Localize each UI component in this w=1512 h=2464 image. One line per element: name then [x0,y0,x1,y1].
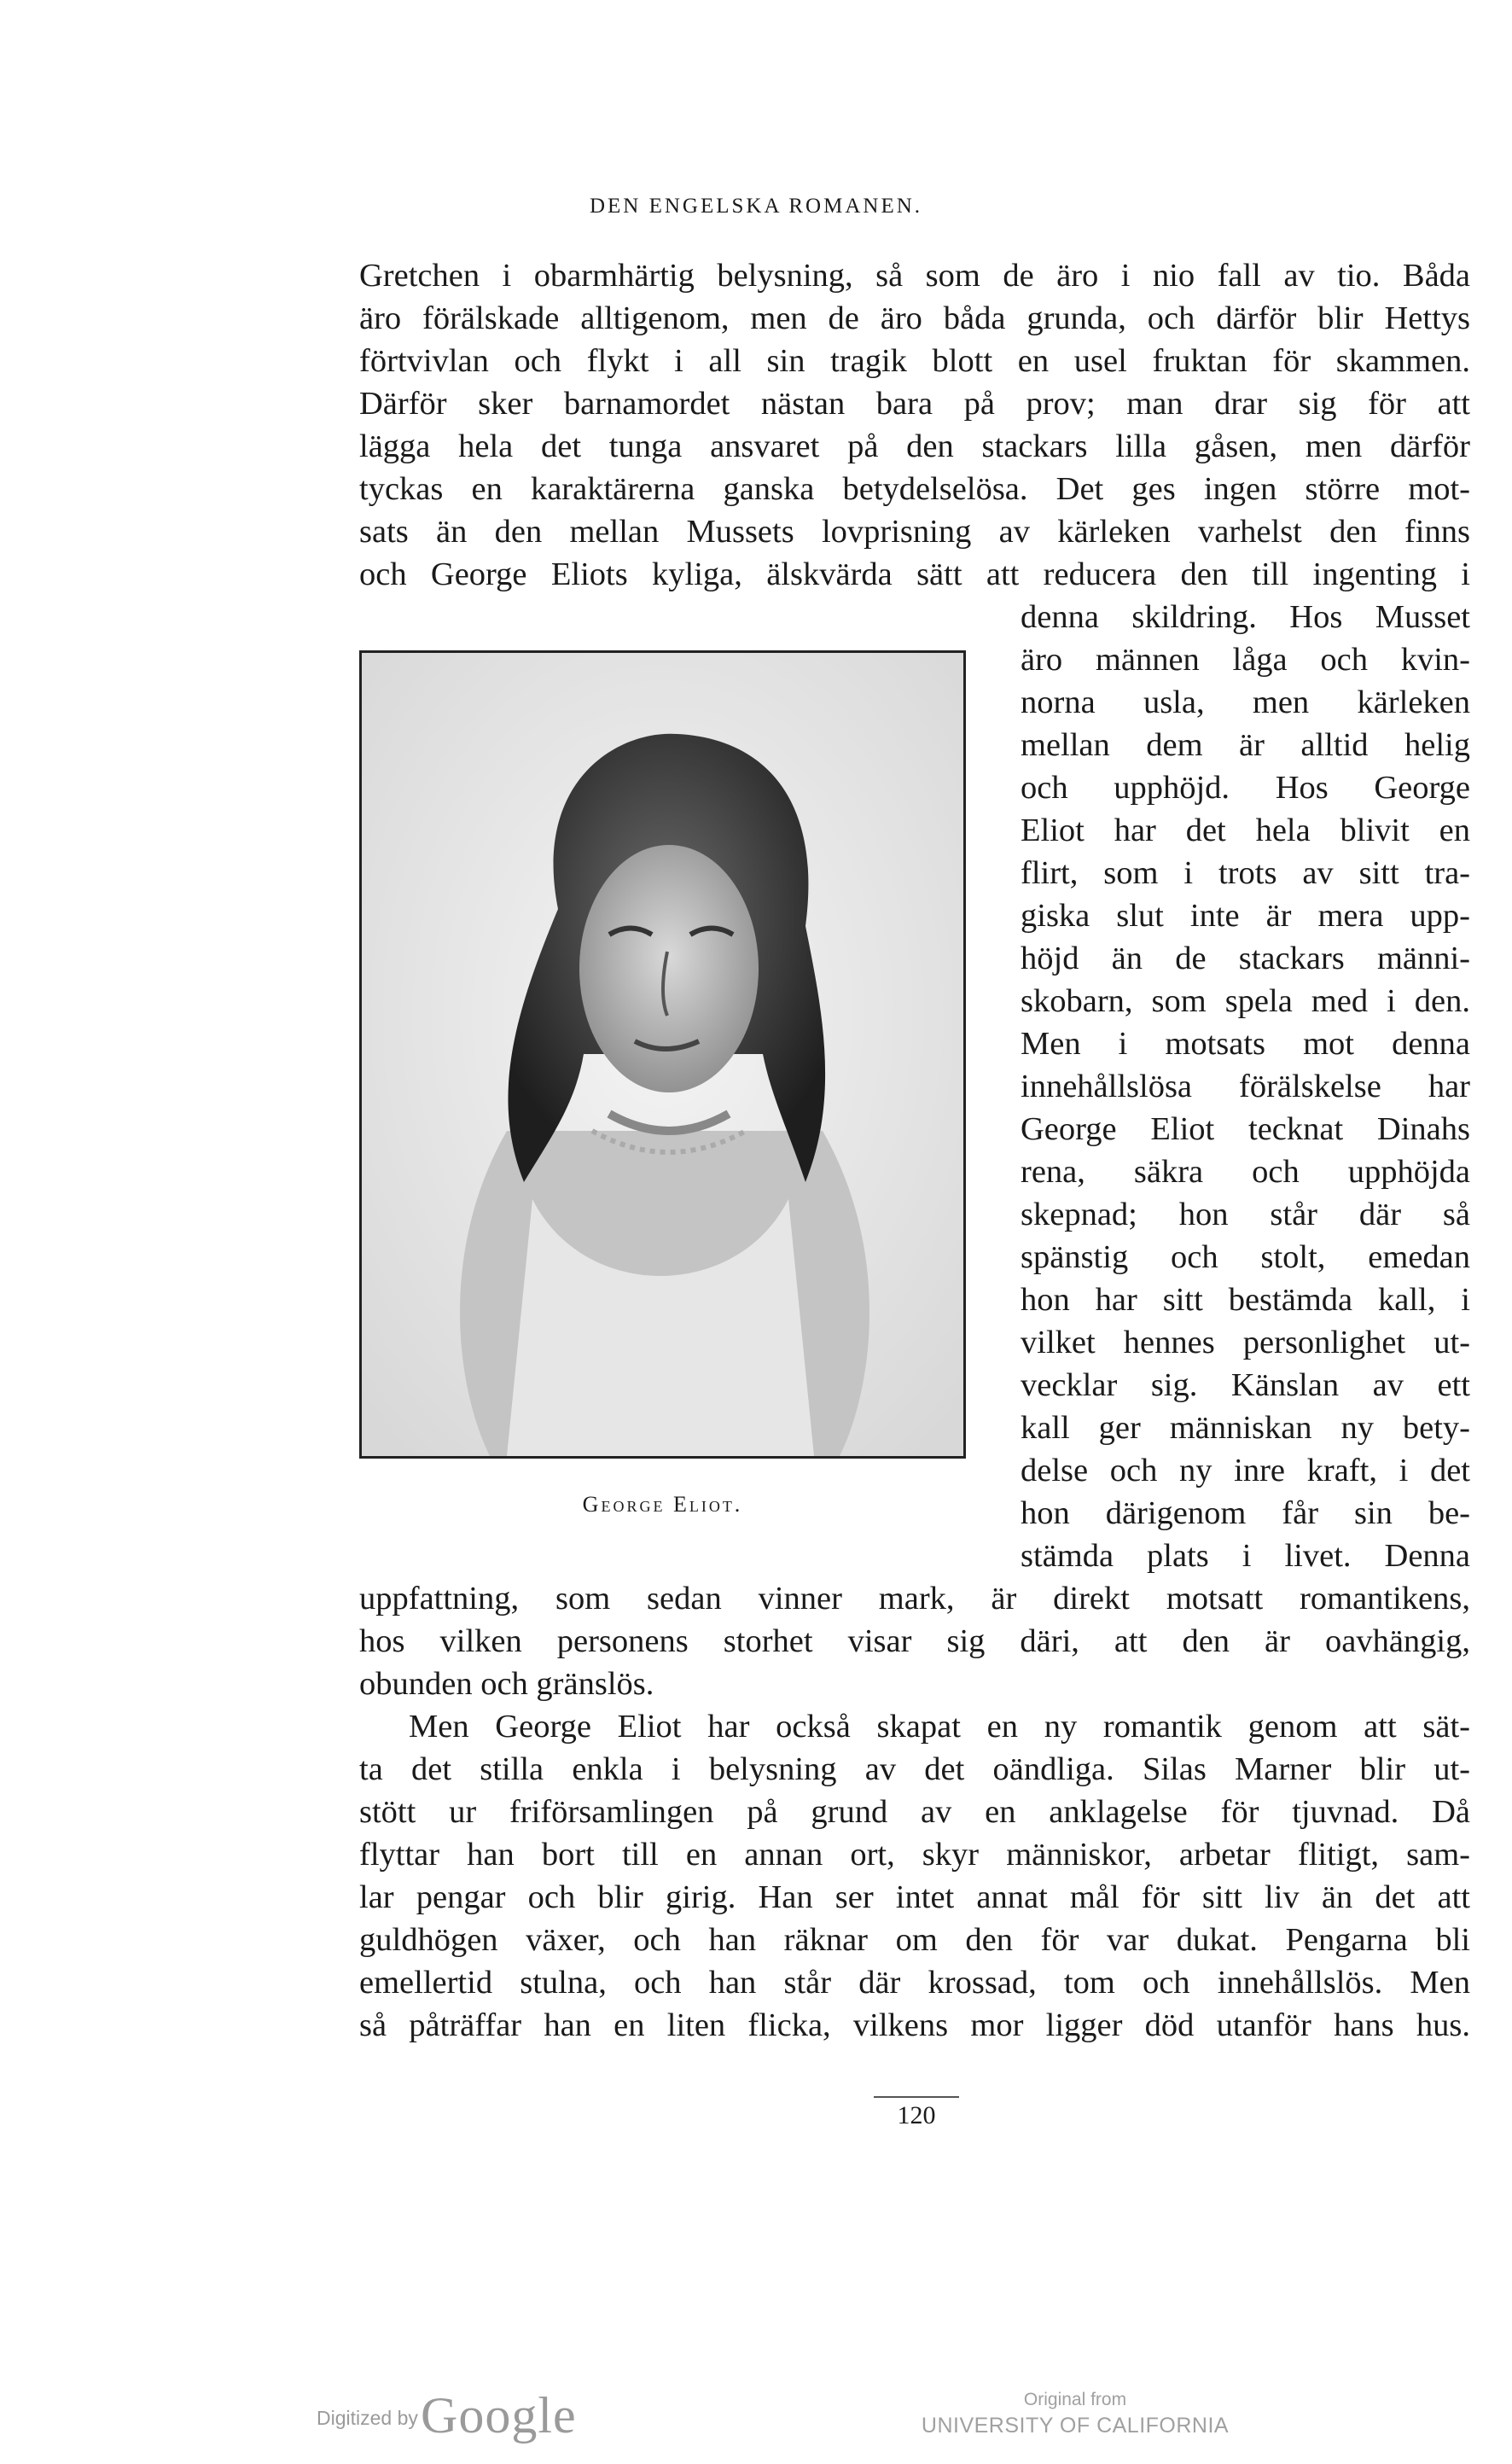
text-line: lägga hela det tunga ansvaret på den stackars lilla gåsen, men därför [359,428,1470,464]
university-label: UNIVERSITY OF CALIFORNIA [921,2414,1230,2438]
page-number: 120 [897,2101,936,2129]
text-line: Men i motsats mot denna [1021,1026,1470,1062]
google-logo: Google [421,2387,577,2444]
paragraph-2 [359,1705,1470,2047]
text-line: lar pengar och blir girig. Han ser intet annat mål för sitt liv än det att [359,1879,1470,1915]
text-line: spänstig och stolt, emedan [1021,1239,1470,1275]
paragraph-1-top [359,254,1470,596]
figure-caption: George Eliot. [582,1492,743,1517]
text-line: hos vilken personens storhet visar sig däri, att den är oavhängig, [359,1623,1470,1659]
portrait-engraving [362,653,963,1456]
text-line: så påträffar han en liten flicka, vilkens mor ligger död utanför hans hus. [359,2007,1470,2043]
text-line: George Eliot tecknat Dinahs [1021,1111,1470,1147]
text-line: tyckas en karaktärerna ganska betydelselösa. Det ges ingen större mot- [359,471,1470,507]
text-line: obunden och gränslös. [359,1666,654,1702]
text-line: äro förälskade alltigenom, men de äro båda grunda, och därför blir Hettys [359,300,1470,336]
text-line: Gretchen i obarmhärtig belysning, så som de äro i nio fall av tio. Båda [359,258,1470,294]
text-line: kall ger människan ny bety- [1021,1410,1470,1446]
text-line: stämda plats i livet. Denna [1021,1538,1470,1574]
text-line: giska slut inte är mera upp- [1021,898,1470,934]
text-line: Därför sker barnamordet nästan bara på prov; man drar sig för att [359,386,1470,422]
text-line: innehållslösa förälskelse har [1021,1069,1470,1104]
text-line: vilket hennes personlighet ut- [1021,1325,1470,1360]
text-line: mellan dem är alltid helig [1021,727,1470,763]
text-line: rena, säkra och upphöjda [1021,1154,1470,1190]
text-line: emellertid stulna, och han står där krossad, tom och innehållslös. Men [359,1965,1470,2001]
text-line: ta det stilla enkla i belysning av det oändliga. Silas Marner blir ut- [359,1751,1470,1787]
text-line: sats än den mellan Mussets lovprisning av kärleken varhelst den finns [359,514,1470,550]
running-head: DEN ENGELSKA ROMANEN. [589,195,923,218]
text-line: stött ur friförsamlingen på grund av en anklagelse för tjuvnad. Då [359,1794,1470,1830]
portrait-george-eliot [359,650,966,1459]
text-line: äro männen låga och kvin- [1021,642,1470,678]
text-line: guldhögen växer, och han räknar om den för var dukat. Pengarna bli [359,1922,1470,1958]
text-line: delse och ny inre kraft, i det [1021,1453,1470,1488]
digitized-by-label: Digitized by [317,2407,418,2429]
text-line: Eliot har det hela blivit en [1021,813,1470,848]
text-line: norna usla, men kärleken [1021,684,1470,720]
text-line: flyttar han bort till en annan ort, skyr människor, arbetar flitigt, sam- [359,1837,1470,1873]
text-line: hon har sitt bestämda kall, i [1021,1282,1470,1318]
page-number-rule [874,2096,959,2098]
text-line: skepnad; hon står där så [1021,1197,1470,1232]
original-from-label: Original from [1023,2390,1127,2409]
text-line: och George Eliots kyliga, älskvärda sätt att reducera den till ingenting i [359,556,1470,592]
text-line: skobarn, som spela med i den. [1021,983,1470,1019]
paragraph-1-bottom [359,1577,1470,1705]
text-line: uppfattning, som sedan vinner mark, är direkt motsatt romantikens, [359,1581,1470,1616]
text-line: höjd än de stackars männi- [1021,941,1470,976]
text-line: flirt, som i trots av sitt tra- [1021,855,1470,891]
text-line: vecklar sig. Känslan av ett [1021,1367,1470,1403]
text-line: och upphöjd. Hos George [1021,770,1470,806]
text-line: denna skildring. Hos Musset [1021,599,1470,635]
text-line: Men George Eliot har också skapat en ny romantik genom att sät- [409,1709,1470,1745]
paragraph-1-side [1021,596,1470,1577]
text-line: förtvivlan och flykt i all sin tragik blott en usel fruktan för skammen. [359,343,1470,379]
text-line: hon därigenom får sin be- [1021,1495,1470,1531]
